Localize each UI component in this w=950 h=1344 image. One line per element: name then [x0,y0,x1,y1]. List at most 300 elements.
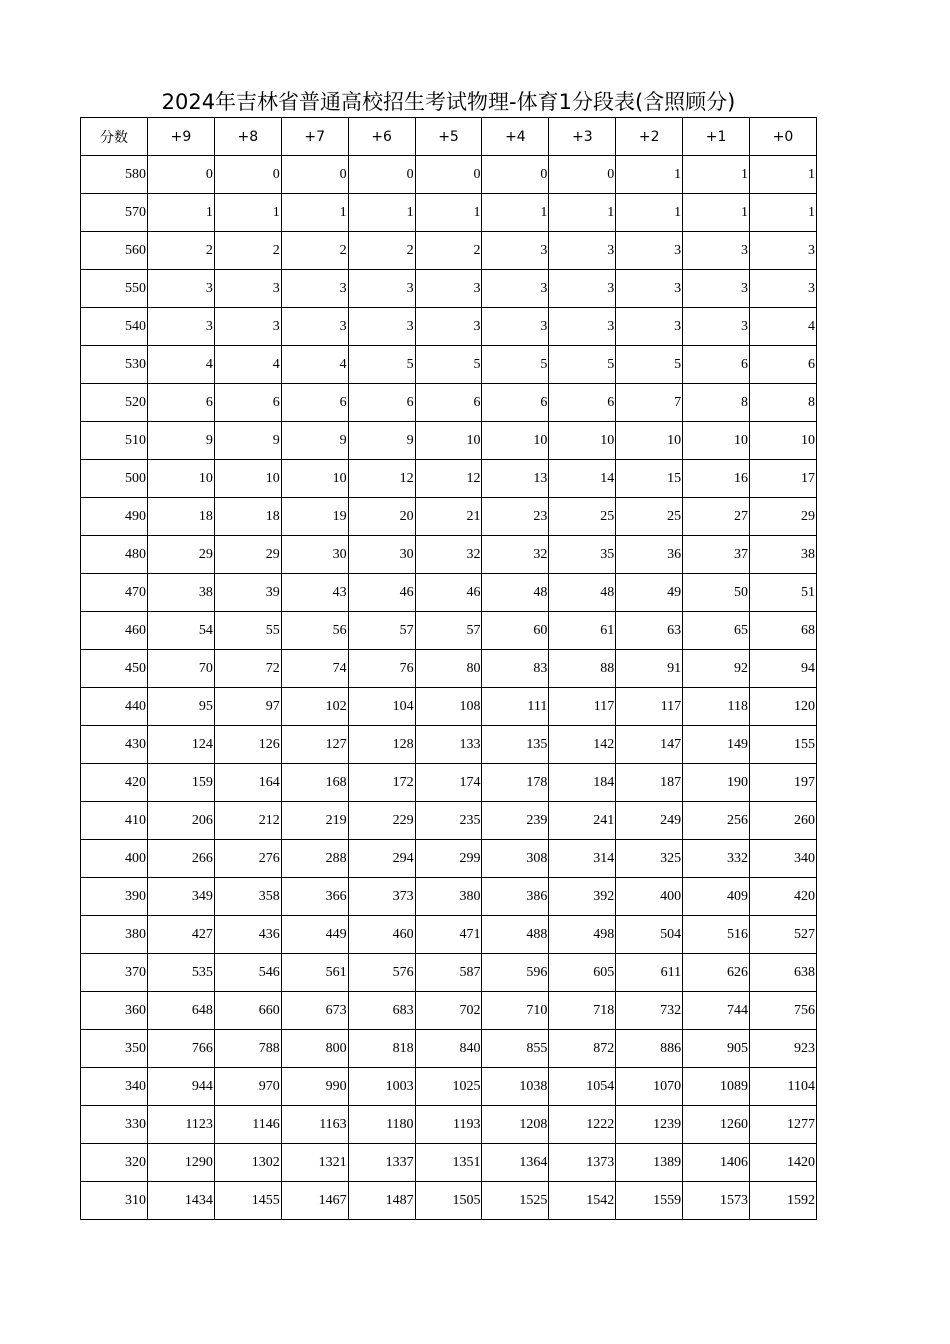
count-cell: 266 [148,840,215,878]
count-cell: 260 [750,802,817,840]
count-cell: 5 [616,346,683,384]
count-cell: 800 [281,1030,348,1068]
count-cell: 10 [750,422,817,460]
count-cell: 3 [549,308,616,346]
table-row [81,1030,817,1068]
table-row [81,422,817,460]
column-header-offset: +9 [148,118,215,156]
count-cell: 149 [683,726,750,764]
count-cell: 0 [348,156,415,194]
count-cell: 57 [415,612,482,650]
count-cell: 39 [214,574,281,612]
count-cell: 120 [750,688,817,726]
count-cell: 19 [281,498,348,536]
score-cell: 370 [81,954,148,992]
score-cell: 350 [81,1030,148,1068]
count-cell: 944 [148,1068,215,1106]
column-header-offset: +6 [348,118,415,156]
count-cell: 1038 [482,1068,549,1106]
count-cell: 4 [148,346,215,384]
count-cell: 3 [148,270,215,308]
count-cell: 990 [281,1068,348,1106]
count-cell: 294 [348,840,415,878]
count-cell: 239 [482,802,549,840]
count-cell: 332 [683,840,750,878]
count-cell: 1 [214,194,281,232]
count-cell: 386 [482,878,549,916]
count-cell: 49 [616,574,683,612]
count-cell: 29 [214,536,281,574]
count-cell: 6 [214,384,281,422]
count-cell: 2 [281,232,348,270]
score-table [80,117,817,1220]
count-cell: 710 [482,992,549,1030]
header-row [81,118,817,156]
count-cell: 147 [616,726,683,764]
count-cell: 427 [148,916,215,954]
count-cell: 732 [616,992,683,1030]
count-cell: 6 [415,384,482,422]
count-cell: 4 [214,346,281,384]
count-cell: 611 [616,954,683,992]
count-cell: 1434 [148,1182,215,1220]
count-cell: 235 [415,802,482,840]
count-cell: 118 [683,688,750,726]
count-cell: 596 [482,954,549,992]
count-cell: 923 [750,1030,817,1068]
count-cell: 1104 [750,1068,817,1106]
count-cell: 155 [750,726,817,764]
count-cell: 4 [750,308,817,346]
count-cell: 1123 [148,1106,215,1144]
count-cell: 4 [281,346,348,384]
count-cell: 400 [616,878,683,916]
count-cell: 1364 [482,1144,549,1182]
count-cell: 325 [616,840,683,878]
count-cell: 1 [482,194,549,232]
count-cell: 72 [214,650,281,688]
count-cell: 18 [214,498,281,536]
count-cell: 133 [415,726,482,764]
score-cell: 570 [81,194,148,232]
count-cell: 3 [482,232,549,270]
count-cell: 546 [214,954,281,992]
count-cell: 3 [482,270,549,308]
count-cell: 10 [616,422,683,460]
count-cell: 1180 [348,1106,415,1144]
score-cell: 340 [81,1068,148,1106]
count-cell: 76 [348,650,415,688]
count-cell: 27 [683,498,750,536]
count-cell: 1 [616,194,683,232]
count-cell: 638 [750,954,817,992]
count-cell: 38 [750,536,817,574]
table-row [81,156,817,194]
count-cell: 1337 [348,1144,415,1182]
count-cell: 2 [415,232,482,270]
count-cell: 48 [549,574,616,612]
count-cell: 38 [148,574,215,612]
table-row [81,574,817,612]
count-cell: 80 [415,650,482,688]
score-cell: 510 [81,422,148,460]
count-cell: 660 [214,992,281,1030]
count-cell: 1559 [616,1182,683,1220]
count-cell: 488 [482,916,549,954]
count-cell: 1277 [750,1106,817,1144]
table-row [81,1144,817,1182]
table-row [81,194,817,232]
count-cell: 63 [616,612,683,650]
count-cell: 13 [482,460,549,498]
count-cell: 373 [348,878,415,916]
count-cell: 380 [415,878,482,916]
count-cell: 535 [148,954,215,992]
count-cell: 3 [683,308,750,346]
count-cell: 3 [750,270,817,308]
count-cell: 3 [348,308,415,346]
count-cell: 184 [549,764,616,802]
count-cell: 61 [549,612,616,650]
table-row [81,498,817,536]
score-cell: 470 [81,574,148,612]
count-cell: 6 [348,384,415,422]
count-cell: 5 [482,346,549,384]
table-row [81,460,817,498]
count-cell: 10 [415,422,482,460]
column-header-offset: +0 [750,118,817,156]
count-cell: 18 [148,498,215,536]
count-cell: 55 [214,612,281,650]
count-cell: 5 [348,346,415,384]
count-cell: 159 [148,764,215,802]
count-cell: 1 [148,194,215,232]
count-cell: 1222 [549,1106,616,1144]
count-cell: 6 [281,384,348,422]
column-header-offset: +3 [549,118,616,156]
count-cell: 409 [683,878,750,916]
table-row [81,726,817,764]
count-cell: 6 [683,346,750,384]
count-cell: 358 [214,878,281,916]
count-cell: 1420 [750,1144,817,1182]
count-cell: 15 [616,460,683,498]
table-row [81,1068,817,1106]
count-cell: 718 [549,992,616,1030]
count-cell: 32 [482,536,549,574]
count-cell: 6 [482,384,549,422]
count-cell: 9 [148,422,215,460]
score-cell: 490 [81,498,148,536]
count-cell: 17 [750,460,817,498]
table-row [81,1182,817,1220]
count-cell: 50 [683,574,750,612]
count-cell: 126 [214,726,281,764]
count-cell: 1 [683,156,750,194]
count-cell: 14 [549,460,616,498]
count-cell: 788 [214,1030,281,1068]
count-cell: 88 [549,650,616,688]
table-row [81,878,817,916]
count-cell: 1089 [683,1068,750,1106]
count-cell: 5 [549,346,616,384]
count-cell: 3 [415,270,482,308]
table-row [81,688,817,726]
count-cell: 10 [482,422,549,460]
count-cell: 29 [148,536,215,574]
score-cell: 310 [81,1182,148,1220]
score-cell: 440 [81,688,148,726]
count-cell: 3 [683,270,750,308]
count-cell: 108 [415,688,482,726]
score-cell: 400 [81,840,148,878]
count-cell: 32 [415,536,482,574]
count-cell: 74 [281,650,348,688]
count-cell: 3 [348,270,415,308]
count-cell: 648 [148,992,215,1030]
count-cell: 104 [348,688,415,726]
count-cell: 51 [750,574,817,612]
count-cell: 92 [683,650,750,688]
table-row [81,346,817,384]
count-cell: 2 [148,232,215,270]
count-cell: 3 [281,308,348,346]
count-cell: 673 [281,992,348,1030]
count-cell: 10 [549,422,616,460]
table-row [81,916,817,954]
count-cell: 94 [750,650,817,688]
count-cell: 56 [281,612,348,650]
column-header-offset: +2 [616,118,683,156]
count-cell: 436 [214,916,281,954]
count-cell: 840 [415,1030,482,1068]
table-body [81,156,817,1220]
count-cell: 855 [482,1030,549,1068]
count-cell: 1 [348,194,415,232]
count-cell: 5 [415,346,482,384]
count-cell: 605 [549,954,616,992]
count-cell: 449 [281,916,348,954]
count-cell: 0 [415,156,482,194]
count-cell: 117 [616,688,683,726]
count-cell: 135 [482,726,549,764]
count-cell: 527 [750,916,817,954]
count-cell: 3 [616,270,683,308]
column-header-offset: +5 [415,118,482,156]
count-cell: 30 [281,536,348,574]
count-cell: 206 [148,802,215,840]
count-cell: 29 [750,498,817,536]
count-cell: 3 [683,232,750,270]
count-cell: 117 [549,688,616,726]
count-cell: 9 [214,422,281,460]
count-cell: 25 [616,498,683,536]
count-cell: 970 [214,1068,281,1106]
count-cell: 498 [549,916,616,954]
count-cell: 174 [415,764,482,802]
count-cell: 1163 [281,1106,348,1144]
count-cell: 561 [281,954,348,992]
count-cell: 83 [482,650,549,688]
count-cell: 30 [348,536,415,574]
count-cell: 1 [281,194,348,232]
count-cell: 168 [281,764,348,802]
count-cell: 124 [148,726,215,764]
count-cell: 516 [683,916,750,954]
count-cell: 1573 [683,1182,750,1220]
count-cell: 3 [482,308,549,346]
count-cell: 340 [750,840,817,878]
count-cell: 9 [348,422,415,460]
count-cell: 43 [281,574,348,612]
count-cell: 6 [750,346,817,384]
score-cell: 360 [81,992,148,1030]
count-cell: 626 [683,954,750,992]
count-cell: 178 [482,764,549,802]
count-cell: 702 [415,992,482,1030]
count-cell: 21 [415,498,482,536]
count-cell: 1290 [148,1144,215,1182]
count-cell: 57 [348,612,415,650]
count-cell: 872 [549,1030,616,1068]
score-cell: 550 [81,270,148,308]
count-cell: 1525 [482,1182,549,1220]
count-cell: 212 [214,802,281,840]
count-cell: 1 [616,156,683,194]
count-cell: 256 [683,802,750,840]
count-cell: 1208 [482,1106,549,1144]
table-row [81,992,817,1030]
count-cell: 68 [750,612,817,650]
count-cell: 0 [281,156,348,194]
score-cell: 580 [81,156,148,194]
count-cell: 249 [616,802,683,840]
count-cell: 1 [549,194,616,232]
count-cell: 36 [616,536,683,574]
table-row [81,308,817,346]
count-cell: 97 [214,688,281,726]
score-cell: 330 [81,1106,148,1144]
page-title: 2024年吉林省普通高校招生考试物理-体育1分段表(含照顾分) [161,90,736,114]
count-cell: 1054 [549,1068,616,1106]
count-cell: 2 [214,232,281,270]
column-header-offset: +7 [281,118,348,156]
table-row [81,232,817,270]
count-cell: 3 [549,270,616,308]
count-cell: 12 [348,460,415,498]
count-cell: 1260 [683,1106,750,1144]
count-cell: 471 [415,916,482,954]
count-cell: 576 [348,954,415,992]
count-cell: 190 [683,764,750,802]
count-cell: 7 [616,384,683,422]
count-cell: 1455 [214,1182,281,1220]
count-cell: 504 [616,916,683,954]
table-row [81,840,817,878]
count-cell: 3 [616,232,683,270]
count-cell: 299 [415,840,482,878]
count-cell: 37 [683,536,750,574]
count-cell: 3 [616,308,683,346]
score-cell: 560 [81,232,148,270]
table-row [81,1106,817,1144]
count-cell: 886 [616,1030,683,1068]
count-cell: 587 [415,954,482,992]
count-cell: 744 [683,992,750,1030]
count-cell: 128 [348,726,415,764]
count-cell: 9 [281,422,348,460]
count-cell: 756 [750,992,817,1030]
count-cell: 1146 [214,1106,281,1144]
count-cell: 1070 [616,1068,683,1106]
score-cell: 540 [81,308,148,346]
count-cell: 164 [214,764,281,802]
count-cell: 142 [549,726,616,764]
count-cell: 46 [348,574,415,612]
count-cell: 60 [482,612,549,650]
count-cell: 70 [148,650,215,688]
column-header-offset: +8 [214,118,281,156]
count-cell: 35 [549,536,616,574]
count-cell: 0 [214,156,281,194]
count-cell: 1239 [616,1106,683,1144]
count-cell: 219 [281,802,348,840]
count-cell: 1 [750,156,817,194]
count-cell: 54 [148,612,215,650]
table-row [81,270,817,308]
count-cell: 0 [549,156,616,194]
score-cell: 320 [81,1144,148,1182]
count-cell: 8 [750,384,817,422]
count-cell: 366 [281,878,348,916]
count-cell: 1321 [281,1144,348,1182]
table-row [81,650,817,688]
count-cell: 20 [348,498,415,536]
count-cell: 1003 [348,1068,415,1106]
count-cell: 127 [281,726,348,764]
count-cell: 2 [348,232,415,270]
column-header-offset: +1 [683,118,750,156]
count-cell: 1351 [415,1144,482,1182]
count-cell: 12 [415,460,482,498]
count-cell: 102 [281,688,348,726]
table-row [81,384,817,422]
count-cell: 420 [750,878,817,916]
count-cell: 288 [281,840,348,878]
score-cell: 410 [81,802,148,840]
count-cell: 3 [148,308,215,346]
column-header-offset: +4 [482,118,549,156]
count-cell: 241 [549,802,616,840]
count-cell: 65 [683,612,750,650]
score-cell: 460 [81,612,148,650]
count-cell: 10 [148,460,215,498]
count-cell: 8 [683,384,750,422]
count-cell: 3 [415,308,482,346]
score-cell: 430 [81,726,148,764]
count-cell: 25 [549,498,616,536]
count-cell: 308 [482,840,549,878]
count-cell: 349 [148,878,215,916]
count-cell: 1542 [549,1182,616,1220]
score-cell: 450 [81,650,148,688]
count-cell: 48 [482,574,549,612]
count-cell: 1505 [415,1182,482,1220]
count-cell: 6 [148,384,215,422]
score-cell: 480 [81,536,148,574]
count-cell: 1193 [415,1106,482,1144]
count-cell: 460 [348,916,415,954]
